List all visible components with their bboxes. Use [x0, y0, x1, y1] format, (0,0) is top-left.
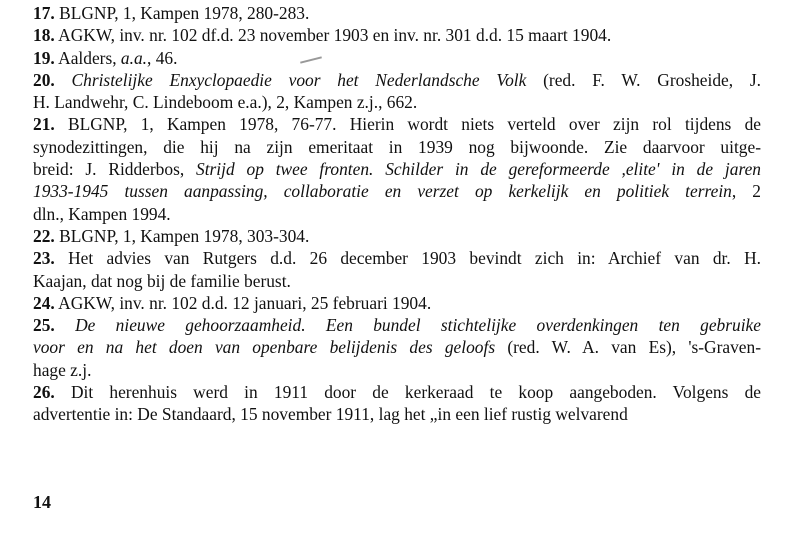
- footnote-number: 25.: [33, 315, 55, 336]
- footnote-line: [33, 403, 761, 425]
- footnote-line: [33, 69, 761, 91]
- footnote-text: (red. W. A. van Es), 's-Graven-: [495, 337, 762, 358]
- footnote-number: 19.: [33, 47, 55, 68]
- footnote-text: Aalders,: [58, 47, 121, 68]
- footnote-text: BLGNP, 1, Kampen 1978, 76-77. Hierin wordt niets verteld over zijn rol tijdens de: [68, 114, 761, 135]
- footnote-number: 18.: [33, 25, 55, 46]
- footnote-number: 17.: [33, 3, 55, 23]
- footnote-text: BLGNP, 1, Kampen 1978, 280-283.: [59, 3, 310, 23]
- footnote-text: H. Landwehr, C. Lindeboom e.a.), 2, Kampen z.j., 662.: [33, 92, 418, 113]
- footnotes-list: [33, 2, 761, 426]
- footnote-text: hage z.j.: [33, 359, 92, 380]
- page-number: 14: [33, 492, 51, 512]
- footnote-text: synodezittingen, die hij na zijn emeritaat in 1939 nog bijwoonde. Zie daarvoor uitge-: [33, 136, 761, 157]
- footnote-line: [33, 359, 761, 381]
- footnote-line: [33, 2, 761, 24]
- footnote-text: AGKW, inv. nr. 102 d.d. 12 januari, 25 februari 1904.: [58, 292, 432, 313]
- footnote-text: breid: J. Ridderbos,: [33, 159, 197, 180]
- footnote: [33, 314, 761, 381]
- footnote-italic-text: De nieuwe gehoorzaamheid. Een bundel stichtelijke overdenkingen ten gebruike: [75, 315, 761, 336]
- footnote-number: 20.: [33, 69, 55, 90]
- footnote-text: (red. F. W. Grosheide, J.: [526, 69, 761, 90]
- footnote-text: , 46.: [147, 47, 178, 68]
- footnote-line: [33, 91, 761, 113]
- footnote-text: Dit herenhuis werd in 1911 door de kerkeraad te koop aangeboden. Volgens de: [70, 382, 761, 403]
- footnote-italic-text: a.a.: [120, 47, 148, 68]
- footnote-italic-text: voor en na het doen van openbare belijdenis des geloofs: [33, 337, 496, 358]
- footnote-line: [33, 270, 761, 292]
- footnote-line: [33, 203, 761, 225]
- footnote-italic-text: Strijd op twee fronten. Schilder in de gereformeerde ,elite' in de jaren: [196, 159, 761, 180]
- footnote-text: dln., Kampen 1994.: [33, 203, 171, 224]
- footnote-text: Kaajan, dat nog bij de familie berust.: [33, 270, 291, 291]
- footnote-line: [33, 24, 761, 46]
- footnote: [33, 2, 761, 24]
- footnote-line: [33, 314, 761, 336]
- footnote-line: [33, 158, 761, 180]
- footnote-italic-text: 1933-1945 tussen aanpassing, collaboratie en verzet op kerkelijk en politiek terrein: [33, 181, 732, 202]
- footnote-line: [33, 113, 761, 135]
- footnote-text: Het advies van Rutgers d.d. 26 december 1903 bevindt zich in: Archief van dr. H.: [68, 248, 761, 269]
- footnote-number: 22.: [33, 225, 55, 246]
- footnote: [33, 225, 761, 247]
- footnote-text: , 2: [731, 181, 762, 202]
- footnote: [33, 69, 761, 114]
- footnote-line: [33, 247, 761, 269]
- footnote: [33, 47, 761, 69]
- footnote-line: [33, 180, 761, 202]
- footnote-text: AGKW, inv. nr. 102 df.d. 23 november 1903 en inv. nr. 301 d.d. 15 maart 1904.: [58, 25, 612, 46]
- footnote-line: [33, 381, 761, 403]
- footnote: [33, 247, 761, 292]
- footnote: [33, 24, 761, 46]
- footnote-number: 21.: [33, 114, 55, 135]
- footnote-number: 26.: [33, 382, 55, 403]
- footnote-line: [33, 336, 761, 358]
- footnote-text: advertentie in: De Standaard, 15 november 1911, lag het „in een lief rustig welvarend: [33, 404, 628, 425]
- footnote-line: [33, 136, 761, 158]
- footnote-number: 24.: [33, 292, 55, 313]
- footnote-italic-text: Christelijke Enxyclopaedie voor het Nederlandsche Volk: [71, 69, 527, 90]
- footnote-text: BLGNP, 1, Kampen 1978, 303-304.: [59, 225, 310, 246]
- footnote-number: 23.: [33, 248, 55, 269]
- footnote-line: [33, 225, 761, 247]
- footnote: [33, 292, 761, 314]
- footnote: [33, 381, 761, 426]
- footnote-line: [33, 47, 761, 69]
- footnote-line: [33, 292, 761, 314]
- footnote: [33, 113, 761, 224]
